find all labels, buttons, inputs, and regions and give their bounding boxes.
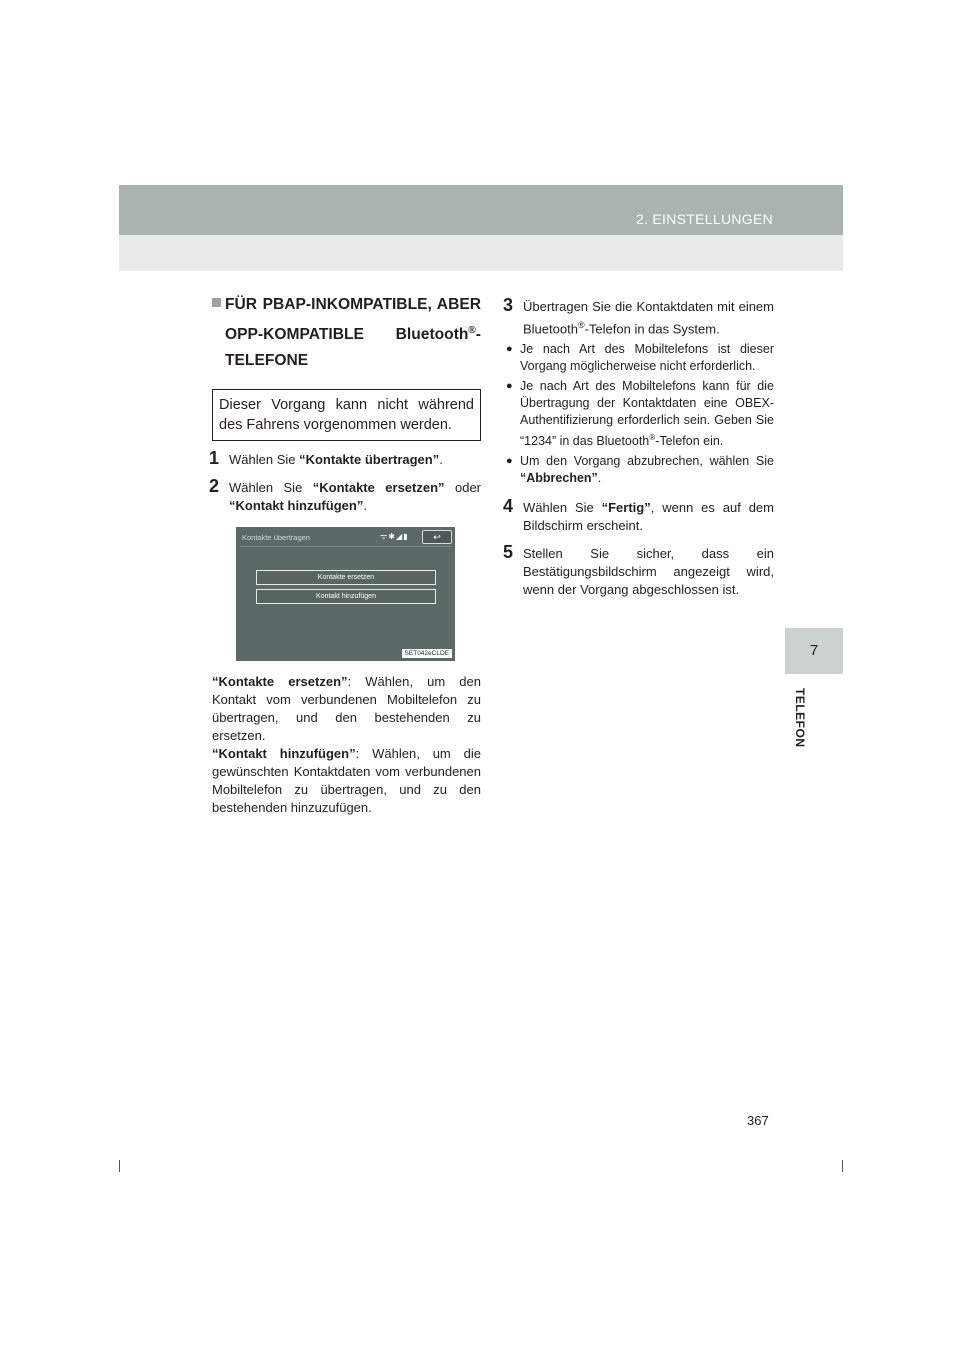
step-text: Wählen Sie “Kontakte übertragen”. — [229, 452, 443, 468]
description-add: “Kontakt hinzufügen”: Wählen, um die gewünschten Kontaktdaten vom verbundenen Mobiltelefon zu übertragen, und zu den bestehenden hinzuzufügen. — [212, 746, 481, 816]
left-column — [209, 292, 481, 817]
add-contact-button: Kontakt hinzufügen — [256, 589, 436, 604]
step-3 — [503, 295, 774, 338]
back-icon: ↩ — [422, 530, 452, 544]
step-2 — [209, 476, 481, 515]
bullet-item: ● Um den Vorgang abzubrechen, wählen Sie “Abbrechen”. — [506, 454, 774, 486]
step-4 — [503, 496, 774, 535]
step-5 — [503, 542, 774, 599]
step-number: 2 — [209, 476, 220, 497]
step-number: 1 — [209, 448, 220, 469]
figure-code: SET042eCLDE — [402, 649, 452, 658]
step-text: Wählen Sie “Fertig”, wenn es auf dem Bildschirm erscheint. — [523, 500, 774, 534]
crop-mark — [119, 1160, 120, 1172]
section-heading: FÜR PBAP-INKOMPATIBLE, ABER OPP-KOMPATIBLE Bluetooth®-TELEFONE — [212, 292, 481, 374]
page-number: 367 — [747, 1113, 769, 1128]
bullet-item: ● Je nach Art des Mobiltelefons kann für die Übertragung der Kontaktdaten eine OBEX-Authentifizierung erforderlich sein. Geben Sie “1234” in das Bluetooth®-Telefon ein. — [506, 379, 774, 449]
chapter-number: 7 — [785, 628, 843, 674]
step-text: Übertragen Sie die Kontaktdaten mit einem Bluetooth®-Telefon in das System. — [523, 299, 774, 337]
crop-mark — [842, 1160, 843, 1172]
chapter-label: TELEFON — [793, 688, 807, 748]
step-number: 4 — [503, 496, 514, 517]
bullet-icon: ● — [506, 455, 513, 468]
step-number: 3 — [503, 295, 514, 315]
right-column — [503, 295, 774, 599]
status-icons: ᯤ✱◢▮ — [380, 532, 409, 542]
step-1 — [209, 448, 481, 469]
bullet-item: ● Je nach Art des Mobiltelefons ist dieser Vorgang möglicherweise nicht erforderlich. — [506, 342, 774, 374]
step-number: 5 — [503, 542, 514, 563]
header-bar — [119, 185, 843, 235]
heading-marker-icon — [212, 298, 221, 307]
header-band — [119, 185, 843, 271]
notice-box: Dieser Vorgang kann nicht während des Fahrens vorgenommen werden. — [212, 389, 481, 441]
section-title: 2. EINSTELLUNGEN — [635, 211, 773, 227]
description-replace: “Kontakte ersetzen”: Wählen, um den Kontakt vom verbundenen Mobiltelefon zu übertragen, und den bestehenden zu ersetzen. — [212, 674, 481, 744]
screen-title: Kontakte übertragen — [242, 533, 310, 543]
bullet-icon: ● — [506, 343, 513, 356]
screen-illustration — [236, 527, 455, 661]
step-text: Stellen Sie sicher, dass ein Bestätigungsbildschirm angezeigt wird, wenn der Vorgang abgeschlossen ist. — [523, 546, 774, 598]
replace-contacts-button: Kontakte ersetzen — [256, 570, 436, 585]
screen-divider — [240, 546, 451, 547]
step-text: Wählen Sie “Kontakte ersetzen” oder “Kontakt hinzufügen”. — [229, 480, 481, 514]
bullet-icon: ● — [506, 380, 513, 393]
